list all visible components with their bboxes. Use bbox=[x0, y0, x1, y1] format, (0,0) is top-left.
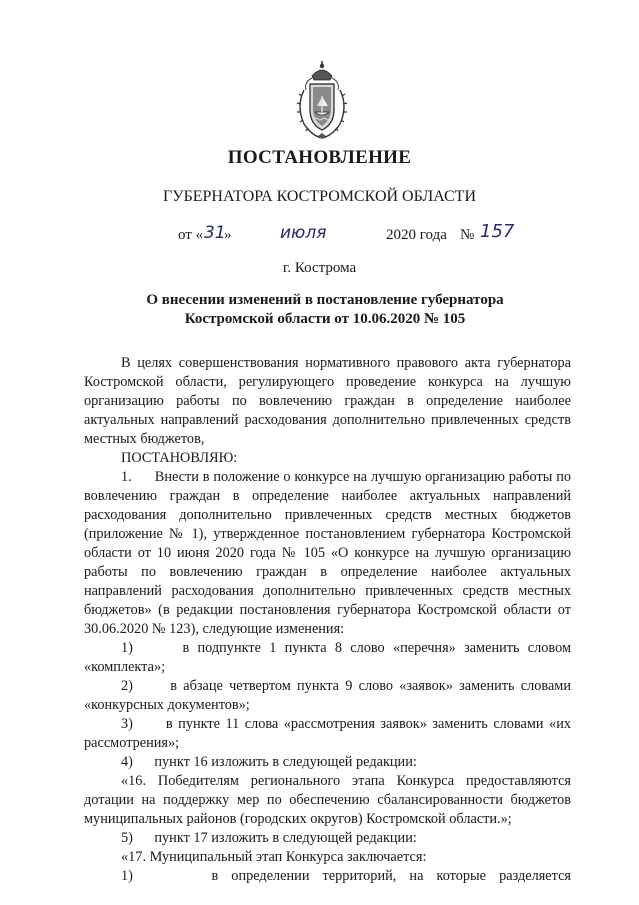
issuer-subtitle: ГУБЕРНАТОРА КОСТРОМСКОЙ ОБЛАСТИ bbox=[162, 188, 476, 205]
decree-word: ПОСТАНОВЛЯЮ: bbox=[121, 450, 238, 466]
subitem-1-text: в подпункте 1 пункта 8 слово «перечня» заменить словом «комплекта»; bbox=[84, 640, 571, 675]
city-label: г. Кострома bbox=[282, 260, 357, 276]
item-1-paragraph bbox=[84, 468, 571, 639]
subitem-5-paragraph bbox=[84, 829, 571, 848]
date-month-handwritten: июля bbox=[280, 223, 327, 243]
item-1-text: Внести в положение о конкурсе на лучшую организацию работы по вовлечению граждан в определение наиболее актуальных направлений расходования дополнительно привлеченных средств местных бюджетов (приложение № 1), утвержденное постановлением губернатора Костромской области от 10 июня 2020 года № 105 «О конкурсе на лучшую организацию работы по вовлечению граждан в определение наиболее актуальных направлений расходования дополнительно привлеченных средств местных бюджетов» (в редакции постановления губернатора Костромской области от 30.06.2020 № 123), следующие изменения: bbox=[84, 469, 571, 637]
subitem-2-text: в абзаце четвертом пункта 9 слово «заявок» заменить словами «конкурсных документов»; bbox=[84, 678, 571, 713]
subitem-4-number: 4) bbox=[121, 754, 133, 770]
subitem-2-paragraph bbox=[84, 677, 571, 715]
subitem-4-paragraph bbox=[84, 753, 571, 772]
coat-of-arms-emblem bbox=[290, 60, 354, 142]
item-1-number: 1. bbox=[121, 469, 132, 485]
quote-16-paragraph: «16. Победителям регионального этапа Конкурса предоставляются дотации на поддержку мер по обеспечению сбалансированности бюджетов муниципальных районов (городских округов) Костромской области.»; bbox=[84, 773, 571, 827]
document-title: ПОСТАНОВЛЕНИЕ bbox=[227, 147, 412, 168]
subitem-3-number: 3) bbox=[121, 716, 133, 732]
decree-heading bbox=[80, 291, 570, 329]
date-number-line bbox=[178, 223, 538, 249]
heading-line-2: Костромской области от 10.06.2020 № 105 bbox=[184, 311, 466, 327]
subitem-3-text: в пункте 11 слова «рассмотрения заявок» заменить словами «их рассмотрения»; bbox=[84, 716, 572, 751]
date-day-handwritten: 31 bbox=[204, 223, 226, 243]
subitem-2-number: 2) bbox=[121, 678, 133, 694]
subitem-5-text: пункт 17 изложить в следующей редакции: bbox=[154, 830, 417, 846]
subitem-4-text: пункт 16 изложить в следующей редакции: bbox=[154, 754, 417, 770]
intro-paragraph: В целях совершенствования нормативного правового акта губернатора Костромской области, регулирующего проведение конкурса на лучшую организацию работы по вовлечению граждан в определение наиболее актуальных направлений расходования дополнительно привлеченных средств местных бюджетов, bbox=[84, 355, 571, 447]
date-close-quote: » bbox=[224, 227, 232, 243]
decree-number-handwritten: 157 bbox=[480, 221, 515, 242]
date-year: 2020 года bbox=[386, 227, 447, 243]
date-prefix: от « bbox=[178, 227, 204, 243]
quote-subitem-1-number: 1) bbox=[121, 868, 133, 884]
quote-17-paragraph: «17. Муниципальный этап Конкурса заключается: bbox=[121, 849, 427, 865]
quote-subitem-1-text: в определении территорий, на которые разделяется bbox=[211, 868, 571, 884]
heading-line-1: О внесении изменений в постановление губернатора bbox=[146, 292, 504, 308]
number-sign: № bbox=[460, 227, 475, 243]
subitem-1-paragraph bbox=[84, 639, 571, 677]
subitem-5-number: 5) bbox=[121, 830, 133, 846]
quote-subitem-1-paragraph bbox=[84, 867, 571, 886]
subitem-3-paragraph bbox=[84, 715, 571, 753]
document-body bbox=[84, 354, 571, 886]
subitem-1-number: 1) bbox=[121, 640, 133, 656]
